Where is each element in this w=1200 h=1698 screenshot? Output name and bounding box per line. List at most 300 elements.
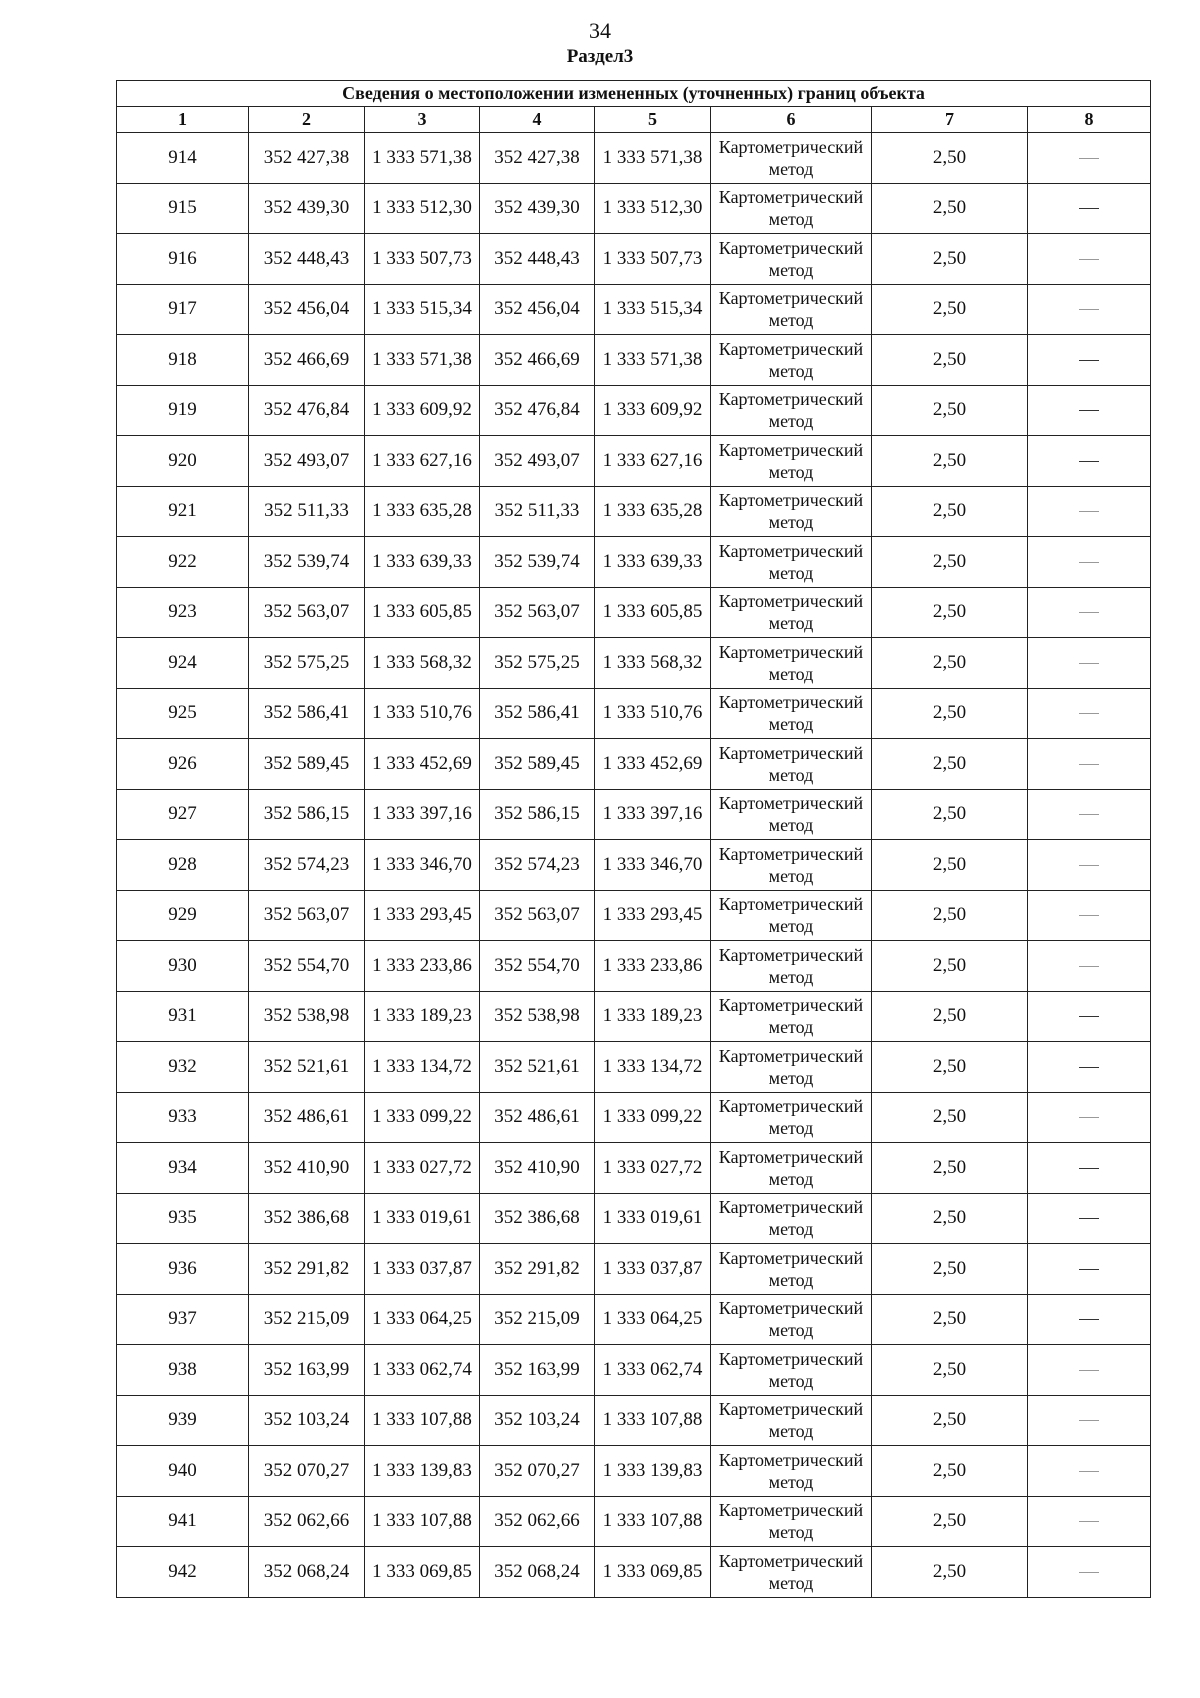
- point-number-cell: 917: [117, 284, 249, 335]
- note-cell: [1028, 739, 1151, 790]
- x-coordinate-cell: 352 521,61: [249, 1042, 365, 1093]
- y-coordinate-cell: 1 333 107,88: [365, 1395, 480, 1446]
- accuracy-cell: 2,50: [872, 1496, 1028, 1547]
- accuracy-cell: 2,50: [872, 739, 1028, 790]
- method-cell: Картометрический метод: [711, 587, 872, 638]
- x-coordinate-cell: 352 103,24: [480, 1395, 595, 1446]
- accuracy-cell: 2,50: [872, 1294, 1028, 1345]
- dash-mark: [1079, 1471, 1099, 1472]
- note-cell: [1028, 183, 1151, 234]
- accuracy-cell: 2,50: [872, 385, 1028, 436]
- y-coordinate-cell: 1 333 107,88: [595, 1496, 711, 1547]
- accuracy-cell: 2,50: [872, 638, 1028, 689]
- x-coordinate-cell: 352 486,61: [249, 1092, 365, 1143]
- y-coordinate-cell: 1 333 510,76: [595, 688, 711, 739]
- note-cell: [1028, 840, 1151, 891]
- point-number-cell: 925: [117, 688, 249, 739]
- method-cell: Картометрический метод: [711, 688, 872, 739]
- point-number-cell: 923: [117, 587, 249, 638]
- x-coordinate-cell: 352 466,69: [480, 335, 595, 386]
- note-cell: [1028, 638, 1151, 689]
- dash-mark: [1079, 1420, 1099, 1421]
- note-cell: [1028, 991, 1151, 1042]
- x-coordinate-cell: 352 068,24: [480, 1547, 595, 1598]
- column-number: 5: [595, 107, 711, 133]
- x-coordinate-cell: 352 554,70: [249, 941, 365, 992]
- y-coordinate-cell: 1 333 515,34: [365, 284, 480, 335]
- y-coordinate-cell: 1 333 627,16: [595, 436, 711, 487]
- note-cell: [1028, 789, 1151, 840]
- column-number: 8: [1028, 107, 1151, 133]
- accuracy-cell: 2,50: [872, 133, 1028, 184]
- y-coordinate-cell: 1 333 507,73: [595, 234, 711, 285]
- note-cell: [1028, 1193, 1151, 1244]
- point-number-cell: 932: [117, 1042, 249, 1093]
- x-coordinate-cell: 352 062,66: [249, 1496, 365, 1547]
- column-number: 2: [249, 107, 365, 133]
- x-coordinate-cell: 352 291,82: [249, 1244, 365, 1295]
- y-coordinate-cell: 1 333 027,72: [595, 1143, 711, 1194]
- y-coordinate-cell: 1 333 452,69: [595, 739, 711, 790]
- note-cell: [1028, 890, 1151, 941]
- table-row: [117, 789, 1151, 840]
- point-number-cell: 914: [117, 133, 249, 184]
- x-coordinate-cell: 352 539,74: [480, 537, 595, 588]
- method-cell: Картометрический метод: [711, 1496, 872, 1547]
- method-cell: Картометрический метод: [711, 840, 872, 891]
- y-coordinate-cell: 1 333 037,87: [595, 1244, 711, 1295]
- y-coordinate-cell: 1 333 609,92: [365, 385, 480, 436]
- table-row: [117, 840, 1151, 891]
- y-coordinate-cell: 1 333 189,23: [365, 991, 480, 1042]
- table-row: [117, 1092, 1151, 1143]
- table-row: [117, 1345, 1151, 1396]
- x-coordinate-cell: 352 563,07: [480, 587, 595, 638]
- accuracy-cell: 2,50: [872, 1547, 1028, 1598]
- note-cell: [1028, 234, 1151, 285]
- method-cell: Картометрический метод: [711, 234, 872, 285]
- dash-mark: [1079, 1016, 1099, 1017]
- x-coordinate-cell: 352 575,25: [249, 638, 365, 689]
- y-coordinate-cell: 1 333 293,45: [595, 890, 711, 941]
- dash-mark: [1079, 158, 1099, 159]
- accuracy-cell: 2,50: [872, 789, 1028, 840]
- point-number-cell: 919: [117, 385, 249, 436]
- method-cell: Картометрический метод: [711, 284, 872, 335]
- y-coordinate-cell: 1 333 069,85: [595, 1547, 711, 1598]
- section-title: Раздел3: [566, 46, 634, 67]
- page-number: 34: [589, 18, 611, 43]
- point-number-cell: 929: [117, 890, 249, 941]
- method-cell: Картометрический метод: [711, 183, 872, 234]
- accuracy-cell: 2,50: [872, 1042, 1028, 1093]
- table-row: [117, 739, 1151, 790]
- dash-mark: [1079, 410, 1099, 411]
- table-row: [117, 1244, 1151, 1295]
- y-coordinate-cell: 1 333 571,38: [595, 335, 711, 386]
- table-row: [117, 991, 1151, 1042]
- dash-mark: [1079, 814, 1099, 815]
- x-coordinate-cell: 352 554,70: [480, 941, 595, 992]
- x-coordinate-cell: 352 563,07: [249, 587, 365, 638]
- accuracy-cell: 2,50: [872, 991, 1028, 1042]
- method-cell: Картометрический метод: [711, 1193, 872, 1244]
- y-coordinate-cell: 1 333 134,72: [365, 1042, 480, 1093]
- column-number: 1: [117, 107, 249, 133]
- point-number-cell: 939: [117, 1395, 249, 1446]
- method-cell: Картометрический метод: [711, 890, 872, 941]
- accuracy-cell: 2,50: [872, 537, 1028, 588]
- accuracy-cell: 2,50: [872, 183, 1028, 234]
- method-cell: Картометрический метод: [711, 1446, 872, 1497]
- x-coordinate-cell: 352 291,82: [480, 1244, 595, 1295]
- x-coordinate-cell: 352 068,24: [249, 1547, 365, 1598]
- y-coordinate-cell: 1 333 397,16: [365, 789, 480, 840]
- y-coordinate-cell: 1 333 605,85: [595, 587, 711, 638]
- dash-mark: [1079, 764, 1099, 765]
- x-coordinate-cell: 352 586,41: [249, 688, 365, 739]
- accuracy-cell: 2,50: [872, 1446, 1028, 1497]
- x-coordinate-cell: 352 511,33: [249, 486, 365, 537]
- accuracy-cell: 2,50: [872, 587, 1028, 638]
- x-coordinate-cell: 352 476,84: [480, 385, 595, 436]
- x-coordinate-cell: 352 466,69: [249, 335, 365, 386]
- dash-mark: [1079, 966, 1099, 967]
- point-number-cell: 933: [117, 1092, 249, 1143]
- table-caption: Сведения о местоположении измененных (уточненных) границ объекта: [117, 81, 1151, 107]
- accuracy-cell: 2,50: [872, 1345, 1028, 1396]
- y-coordinate-cell: 1 333 037,87: [365, 1244, 480, 1295]
- point-number-cell: 918: [117, 335, 249, 386]
- x-coordinate-cell: 352 215,09: [249, 1294, 365, 1345]
- method-cell: Картометрический метод: [711, 436, 872, 487]
- table-row: [117, 1496, 1151, 1547]
- dash-mark: [1079, 1168, 1099, 1169]
- dash-mark: [1079, 1269, 1099, 1270]
- point-number-cell: 930: [117, 941, 249, 992]
- y-coordinate-cell: 1 333 639,33: [595, 537, 711, 588]
- column-number: 7: [872, 107, 1028, 133]
- x-coordinate-cell: 352 215,09: [480, 1294, 595, 1345]
- table-row: [117, 1042, 1151, 1093]
- x-coordinate-cell: 352 563,07: [480, 890, 595, 941]
- method-cell: Картометрический метод: [711, 638, 872, 689]
- table-row: [117, 335, 1151, 386]
- table-row: [117, 1143, 1151, 1194]
- y-coordinate-cell: 1 333 027,72: [365, 1143, 480, 1194]
- x-coordinate-cell: 352 586,15: [480, 789, 595, 840]
- x-coordinate-cell: 352 427,38: [480, 133, 595, 184]
- point-number-cell: 941: [117, 1496, 249, 1547]
- point-number-cell: 935: [117, 1193, 249, 1244]
- accuracy-cell: 2,50: [872, 1395, 1028, 1446]
- x-coordinate-cell: 352 386,68: [480, 1193, 595, 1244]
- dash-mark: [1079, 713, 1099, 714]
- note-cell: [1028, 1446, 1151, 1497]
- accuracy-cell: 2,50: [872, 688, 1028, 739]
- method-cell: Картометрический метод: [711, 1345, 872, 1396]
- point-number-cell: 937: [117, 1294, 249, 1345]
- x-coordinate-cell: 352 493,07: [249, 436, 365, 487]
- y-coordinate-cell: 1 333 346,70: [595, 840, 711, 891]
- x-coordinate-cell: 352 563,07: [249, 890, 365, 941]
- accuracy-cell: 2,50: [872, 436, 1028, 487]
- x-coordinate-cell: 352 589,45: [480, 739, 595, 790]
- dash-mark: [1079, 1572, 1099, 1573]
- table-row: [117, 486, 1151, 537]
- y-coordinate-cell: 1 333 571,38: [365, 133, 480, 184]
- x-coordinate-cell: 352 070,27: [249, 1446, 365, 1497]
- method-cell: Картометрический метод: [711, 789, 872, 840]
- dash-mark: [1079, 1370, 1099, 1371]
- x-coordinate-cell: 352 575,25: [480, 638, 595, 689]
- method-cell: Картометрический метод: [711, 133, 872, 184]
- boundary-coordinates-table: [116, 80, 1151, 1598]
- y-coordinate-cell: 1 333 568,32: [365, 638, 480, 689]
- y-coordinate-cell: 1 333 019,61: [595, 1193, 711, 1244]
- note-cell: [1028, 133, 1151, 184]
- column-number: 3: [365, 107, 480, 133]
- dash-mark: [1079, 208, 1099, 209]
- point-number-cell: 920: [117, 436, 249, 487]
- method-cell: Картометрический метод: [711, 991, 872, 1042]
- method-cell: Картометрический метод: [711, 1294, 872, 1345]
- x-coordinate-cell: 352 439,30: [480, 183, 595, 234]
- y-coordinate-cell: 1 333 609,92: [595, 385, 711, 436]
- y-coordinate-cell: 1 333 062,74: [595, 1345, 711, 1396]
- x-coordinate-cell: 352 163,99: [249, 1345, 365, 1396]
- dash-mark: [1079, 663, 1099, 664]
- table-row: [117, 941, 1151, 992]
- y-coordinate-cell: 1 333 099,22: [595, 1092, 711, 1143]
- table-row: [117, 1395, 1151, 1446]
- note-cell: [1028, 1395, 1151, 1446]
- point-number-cell: 928: [117, 840, 249, 891]
- x-coordinate-cell: 352 386,68: [249, 1193, 365, 1244]
- y-coordinate-cell: 1 333 510,76: [365, 688, 480, 739]
- x-coordinate-cell: 352 410,90: [480, 1143, 595, 1194]
- dash-mark: [1079, 360, 1099, 361]
- y-coordinate-cell: 1 333 064,25: [365, 1294, 480, 1345]
- point-number-cell: 938: [117, 1345, 249, 1396]
- point-number-cell: 915: [117, 183, 249, 234]
- y-coordinate-cell: 1 333 139,83: [365, 1446, 480, 1497]
- y-coordinate-cell: 1 333 293,45: [365, 890, 480, 941]
- table-row: [117, 688, 1151, 739]
- point-number-cell: 942: [117, 1547, 249, 1598]
- point-number-cell: 934: [117, 1143, 249, 1194]
- accuracy-cell: 2,50: [872, 1092, 1028, 1143]
- method-cell: Картометрический метод: [711, 941, 872, 992]
- dash-mark: [1079, 1521, 1099, 1522]
- y-coordinate-cell: 1 333 571,38: [595, 133, 711, 184]
- x-coordinate-cell: 352 410,90: [249, 1143, 365, 1194]
- column-number: 6: [711, 107, 872, 133]
- x-coordinate-cell: 352 062,66: [480, 1496, 595, 1547]
- table-row: [117, 638, 1151, 689]
- x-coordinate-cell: 352 427,38: [249, 133, 365, 184]
- table-row: [117, 1193, 1151, 1244]
- point-number-cell: 927: [117, 789, 249, 840]
- y-coordinate-cell: 1 333 639,33: [365, 537, 480, 588]
- method-cell: Картометрический метод: [711, 486, 872, 537]
- dash-mark: [1079, 1067, 1099, 1068]
- y-coordinate-cell: 1 333 069,85: [365, 1547, 480, 1598]
- accuracy-cell: 2,50: [872, 1244, 1028, 1295]
- dash-mark: [1079, 865, 1099, 866]
- x-coordinate-cell: 352 070,27: [480, 1446, 595, 1497]
- y-coordinate-cell: 1 333 452,69: [365, 739, 480, 790]
- method-cell: Картометрический метод: [711, 1042, 872, 1093]
- dash-mark: [1079, 1218, 1099, 1219]
- accuracy-cell: 2,50: [872, 1193, 1028, 1244]
- method-cell: Картометрический метод: [711, 1395, 872, 1446]
- accuracy-cell: 2,50: [872, 335, 1028, 386]
- x-coordinate-cell: 352 586,15: [249, 789, 365, 840]
- table-row: [117, 587, 1151, 638]
- x-coordinate-cell: 352 103,24: [249, 1395, 365, 1446]
- method-cell: Картометрический метод: [711, 739, 872, 790]
- method-cell: Картометрический метод: [711, 1092, 872, 1143]
- y-coordinate-cell: 1 333 571,38: [365, 335, 480, 386]
- y-coordinate-cell: 1 333 062,74: [365, 1345, 480, 1396]
- y-coordinate-cell: 1 333 627,16: [365, 436, 480, 487]
- y-coordinate-cell: 1 333 346,70: [365, 840, 480, 891]
- y-coordinate-cell: 1 333 233,86: [365, 941, 480, 992]
- note-cell: [1028, 486, 1151, 537]
- dash-mark: [1079, 1319, 1099, 1320]
- note-cell: [1028, 436, 1151, 487]
- x-coordinate-cell: 352 456,04: [249, 284, 365, 335]
- accuracy-cell: 2,50: [872, 1143, 1028, 1194]
- y-coordinate-cell: 1 333 099,22: [365, 1092, 480, 1143]
- point-number-cell: 936: [117, 1244, 249, 1295]
- note-cell: [1028, 385, 1151, 436]
- x-coordinate-cell: 352 448,43: [249, 234, 365, 285]
- x-coordinate-cell: 352 448,43: [480, 234, 595, 285]
- x-coordinate-cell: 352 511,33: [480, 486, 595, 537]
- dash-mark: [1079, 461, 1099, 462]
- point-number-cell: 931: [117, 991, 249, 1042]
- method-cell: Картометрический метод: [711, 537, 872, 588]
- y-coordinate-cell: 1 333 515,34: [595, 284, 711, 335]
- y-coordinate-cell: 1 333 635,28: [595, 486, 711, 537]
- note-cell: [1028, 335, 1151, 386]
- point-number-cell: 940: [117, 1446, 249, 1497]
- x-coordinate-cell: 352 574,23: [480, 840, 595, 891]
- table-row: [117, 537, 1151, 588]
- y-coordinate-cell: 1 333 134,72: [595, 1042, 711, 1093]
- x-coordinate-cell: 352 439,30: [249, 183, 365, 234]
- accuracy-cell: 2,50: [872, 486, 1028, 537]
- x-coordinate-cell: 352 538,98: [480, 991, 595, 1042]
- y-coordinate-cell: 1 333 605,85: [365, 587, 480, 638]
- point-number-cell: 916: [117, 234, 249, 285]
- note-cell: [1028, 1345, 1151, 1396]
- column-number-row: [117, 107, 1151, 133]
- y-coordinate-cell: 1 333 139,83: [595, 1446, 711, 1497]
- x-coordinate-cell: 352 476,84: [249, 385, 365, 436]
- y-coordinate-cell: 1 333 635,28: [365, 486, 480, 537]
- x-coordinate-cell: 352 539,74: [249, 537, 365, 588]
- table-row: [117, 1446, 1151, 1497]
- y-coordinate-cell: 1 333 233,86: [595, 941, 711, 992]
- y-coordinate-cell: 1 333 107,88: [365, 1496, 480, 1547]
- table-row: [117, 1547, 1151, 1598]
- note-cell: [1028, 1143, 1151, 1194]
- y-coordinate-cell: 1 333 512,30: [365, 183, 480, 234]
- point-number-cell: 921: [117, 486, 249, 537]
- table-row: [117, 133, 1151, 184]
- note-cell: [1028, 1496, 1151, 1547]
- method-cell: Картометрический метод: [711, 1143, 872, 1194]
- x-coordinate-cell: 352 163,99: [480, 1345, 595, 1396]
- dash-mark: [1079, 915, 1099, 916]
- note-cell: [1028, 688, 1151, 739]
- dash-mark: [1079, 562, 1099, 563]
- table-row: [117, 284, 1151, 335]
- method-cell: Картометрический метод: [711, 385, 872, 436]
- table-row: [117, 385, 1151, 436]
- dash-mark: [1079, 259, 1099, 260]
- y-coordinate-cell: 1 333 568,32: [595, 638, 711, 689]
- accuracy-cell: 2,50: [872, 890, 1028, 941]
- note-cell: [1028, 1294, 1151, 1345]
- table-row: [117, 436, 1151, 487]
- note-cell: [1028, 1244, 1151, 1295]
- point-number-cell: 926: [117, 739, 249, 790]
- accuracy-cell: 2,50: [872, 840, 1028, 891]
- x-coordinate-cell: 352 493,07: [480, 436, 595, 487]
- note-cell: [1028, 537, 1151, 588]
- table-body: [117, 133, 1151, 1598]
- note-cell: [1028, 1547, 1151, 1598]
- method-cell: Картометрический метод: [711, 335, 872, 386]
- accuracy-cell: 2,50: [872, 234, 1028, 285]
- dash-mark: [1079, 612, 1099, 613]
- dash-mark: [1079, 1117, 1099, 1118]
- x-coordinate-cell: 352 538,98: [249, 991, 365, 1042]
- y-coordinate-cell: 1 333 189,23: [595, 991, 711, 1042]
- point-number-cell: 924: [117, 638, 249, 689]
- y-coordinate-cell: 1 333 397,16: [595, 789, 711, 840]
- table-row: [117, 890, 1151, 941]
- y-coordinate-cell: 1 333 507,73: [365, 234, 480, 285]
- x-coordinate-cell: 352 589,45: [249, 739, 365, 790]
- note-cell: [1028, 1042, 1151, 1093]
- x-coordinate-cell: 352 486,61: [480, 1092, 595, 1143]
- dash-mark: [1079, 309, 1099, 310]
- y-coordinate-cell: 1 333 512,30: [595, 183, 711, 234]
- note-cell: [1028, 941, 1151, 992]
- accuracy-cell: 2,50: [872, 284, 1028, 335]
- accuracy-cell: 2,50: [872, 941, 1028, 992]
- point-number-cell: 922: [117, 537, 249, 588]
- note-cell: [1028, 587, 1151, 638]
- x-coordinate-cell: 352 521,61: [480, 1042, 595, 1093]
- table-row: [117, 234, 1151, 285]
- dash-mark: [1079, 511, 1099, 512]
- y-coordinate-cell: 1 333 019,61: [365, 1193, 480, 1244]
- column-number: 4: [480, 107, 595, 133]
- x-coordinate-cell: 352 586,41: [480, 688, 595, 739]
- y-coordinate-cell: 1 333 064,25: [595, 1294, 711, 1345]
- method-cell: Картометрический метод: [711, 1547, 872, 1598]
- note-cell: [1028, 284, 1151, 335]
- y-coordinate-cell: 1 333 107,88: [595, 1395, 711, 1446]
- table-row: [117, 1294, 1151, 1345]
- x-coordinate-cell: 352 574,23: [249, 840, 365, 891]
